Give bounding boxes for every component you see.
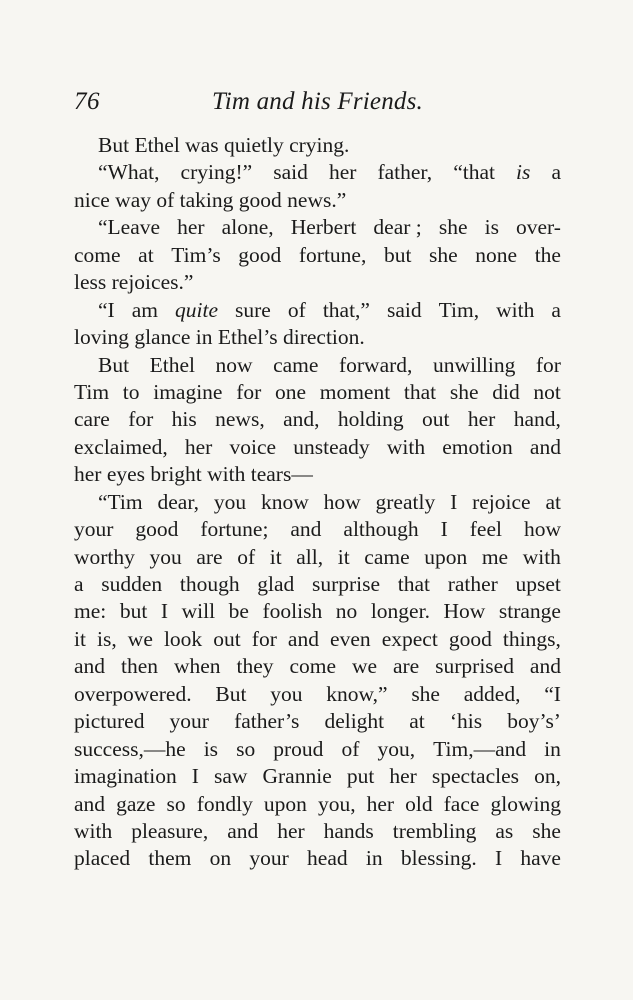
- text-word: came: [273, 352, 319, 377]
- text-word: face: [443, 791, 480, 816]
- text-word: I: [191, 764, 199, 789]
- text-word: in: [544, 736, 561, 761]
- text-word: but: [119, 599, 148, 624]
- text-word: your: [249, 846, 289, 871]
- text-word: ‘his: [449, 709, 483, 734]
- text-word: she: [438, 215, 468, 240]
- text-word: unsteady: [293, 434, 370, 459]
- text-word: so: [166, 791, 186, 816]
- text-line: [74, 516, 561, 543]
- text-word: with: [74, 818, 113, 843]
- text-word: them: [148, 846, 192, 871]
- text-word: good: [448, 626, 492, 651]
- text-word: of: [287, 297, 306, 322]
- text-word: her: [366, 791, 395, 816]
- text-word: and: [227, 818, 259, 843]
- text-line: But Ethel was quietly crying.: [98, 133, 350, 157]
- text-word: I: [440, 517, 448, 542]
- text-word: success,—he: [74, 736, 186, 761]
- text-word: and: [287, 626, 319, 651]
- text-word: I: [160, 599, 169, 624]
- text-word: at: [409, 709, 425, 734]
- text-word: expect: [381, 626, 438, 651]
- text-line: [74, 653, 561, 680]
- text-word: “I: [544, 681, 561, 706]
- text-word: that,”: [322, 297, 370, 322]
- text-word: she: [449, 379, 479, 404]
- text-word: Grannie: [262, 764, 332, 789]
- text-word: But: [98, 352, 130, 377]
- text-word: of: [237, 544, 256, 569]
- text-word: did: [492, 379, 520, 404]
- text-word: dear ;: [373, 215, 422, 240]
- text-word: emotion: [442, 434, 513, 459]
- text-word: so: [236, 736, 256, 761]
- text-word: forward,: [338, 352, 413, 377]
- text-word: her: [184, 434, 213, 459]
- text-word: with: [522, 544, 561, 569]
- text-word: her: [177, 215, 205, 240]
- text-line: her eyes bright with tears—: [74, 462, 313, 487]
- text-word: a: [74, 572, 84, 596]
- text-line: [74, 544, 561, 571]
- text-word: is: [516, 160, 531, 185]
- text-word: surprise: [311, 572, 381, 596]
- text-line: [74, 406, 561, 433]
- text-word: “Leave: [98, 215, 161, 240]
- text-line: [74, 598, 561, 625]
- text-word: with: [386, 434, 426, 459]
- text-word: you,: [377, 736, 416, 761]
- text-word: is: [203, 736, 219, 761]
- text-word: know: [260, 489, 309, 514]
- text-line: [74, 434, 561, 461]
- text-word: pictured: [74, 709, 145, 734]
- text-word: said: [273, 160, 308, 185]
- text-word: be: [228, 599, 249, 624]
- text-word: I: [494, 846, 503, 871]
- text-word: at: [138, 242, 154, 267]
- text-word: out: [422, 407, 450, 432]
- text-word: it: [74, 626, 86, 651]
- text-word: moment: [319, 379, 391, 404]
- text-word: have: [520, 846, 561, 871]
- text-line: [74, 736, 561, 763]
- text-word: alone,: [221, 215, 274, 240]
- text-word: sure: [235, 297, 271, 322]
- text-word: although: [343, 517, 419, 542]
- text-word: her: [277, 818, 305, 843]
- text-word: it: [269, 544, 282, 569]
- book-page: [74, 86, 561, 871]
- text-word: “I: [98, 297, 115, 322]
- text-word: how: [323, 489, 361, 514]
- text-word: trembling: [392, 818, 477, 843]
- text-word: now: [215, 352, 253, 377]
- running-title: Tim and his Friends.: [212, 88, 423, 115]
- text-word: I: [450, 489, 458, 514]
- text-word: am: [131, 297, 158, 322]
- text-word: feel: [469, 517, 502, 542]
- text-line: less rejoices.”: [74, 270, 194, 295]
- text-word: delight: [324, 709, 385, 734]
- text-word: fortune,: [298, 242, 367, 267]
- text-word: boy’s’: [507, 709, 561, 734]
- text-word: worthy: [74, 544, 135, 569]
- text-word: all,: [296, 544, 324, 569]
- text-word: said: [387, 297, 422, 322]
- text-word: to: [122, 379, 140, 404]
- text-word: look: [163, 626, 203, 651]
- text-word: fortune;: [200, 517, 269, 542]
- text-word: upon: [424, 544, 468, 569]
- text-word: hands: [323, 818, 374, 843]
- text-word: she: [429, 242, 458, 267]
- text-word: pleasure,: [131, 818, 209, 843]
- text-word: of: [341, 736, 360, 761]
- text-word: her: [389, 764, 417, 789]
- text-word: and: [74, 654, 106, 679]
- text-word: “that: [453, 160, 495, 185]
- text-line: [74, 242, 561, 269]
- text-word: is: [484, 215, 499, 240]
- text-word: that: [403, 379, 437, 404]
- text-word: me: [481, 544, 509, 569]
- page-header: [74, 86, 561, 126]
- text-word: blessing.: [400, 846, 477, 871]
- text-word: longer.: [370, 599, 430, 624]
- text-word: one: [274, 379, 307, 404]
- text-word: placed: [74, 846, 131, 871]
- text-word: Ethel: [149, 352, 195, 377]
- text-line: [74, 626, 561, 653]
- text-line: loving glance in Ethel’s direction.: [74, 325, 365, 350]
- text-word: you: [149, 544, 182, 569]
- text-word: exclaimed,: [74, 434, 168, 459]
- text-word: for: [236, 379, 262, 404]
- text-word: strange: [498, 599, 561, 624]
- text-word: foolish: [262, 599, 323, 624]
- text-line: [74, 352, 561, 379]
- text-word: me:: [74, 599, 107, 624]
- text-word: with: [496, 297, 535, 322]
- text-word: and: [529, 434, 561, 459]
- text-word: glad: [257, 572, 295, 596]
- text-line: [74, 708, 561, 735]
- text-word: “What,: [98, 160, 160, 185]
- text-word: she: [532, 818, 561, 843]
- text-word: come: [289, 654, 336, 679]
- text-word: but: [383, 242, 412, 267]
- text-word: you: [213, 489, 247, 514]
- text-line: [74, 489, 561, 516]
- body-text: [74, 132, 561, 873]
- text-word: rather: [447, 572, 498, 596]
- text-word: imagination: [74, 764, 177, 789]
- text-word: unwilling: [432, 352, 516, 377]
- text-word: head: [307, 846, 348, 871]
- text-word: in: [365, 846, 383, 871]
- text-word: are: [196, 544, 223, 569]
- text-word: added,: [463, 681, 521, 706]
- text-word: come: [74, 242, 121, 267]
- text-word: will: [181, 599, 216, 624]
- text-line: [74, 763, 561, 790]
- text-word: sudden: [101, 572, 163, 596]
- text-word: dear,: [157, 489, 199, 514]
- text-line: [74, 818, 561, 845]
- text-word: are: [392, 654, 420, 679]
- text-word: came: [364, 544, 410, 569]
- text-word: none: [475, 242, 518, 267]
- text-line: [74, 571, 561, 598]
- text-word: on,: [534, 764, 561, 789]
- text-word: you,: [317, 791, 356, 816]
- text-word: we: [127, 626, 153, 651]
- text-word: hand,: [513, 407, 561, 432]
- text-word: your: [74, 517, 114, 542]
- text-word: then: [120, 654, 159, 679]
- text-word: for: [128, 407, 154, 432]
- text-word: Herbert: [290, 215, 357, 240]
- text-word: out: [213, 626, 241, 651]
- text-word: things,: [502, 626, 561, 651]
- text-word: and: [74, 791, 106, 816]
- text-word: father,: [377, 160, 433, 185]
- text-word: greatly: [375, 489, 436, 514]
- text-word: fondly: [196, 791, 253, 816]
- text-word: good: [135, 517, 179, 542]
- text-word: it: [337, 544, 350, 569]
- text-word: you: [270, 681, 303, 706]
- text-word: Tim,—and: [433, 736, 527, 761]
- text-word: put: [346, 764, 375, 789]
- text-word: we: [351, 654, 378, 679]
- text-word: father’s: [234, 709, 300, 734]
- text-word: But: [215, 681, 247, 706]
- text-line: nice way of taking good news.”: [74, 187, 347, 212]
- text-word: her: [328, 160, 357, 185]
- text-word: upset: [515, 572, 561, 596]
- text-line: [74, 379, 561, 406]
- text-word: for: [251, 626, 277, 651]
- text-word: his: [171, 407, 197, 432]
- text-word: imagine: [153, 379, 223, 404]
- text-line: [74, 214, 561, 241]
- text-word: that: [397, 572, 430, 596]
- text-word: proud: [273, 736, 324, 761]
- text-word: upon: [263, 791, 307, 816]
- text-word: voice: [229, 434, 277, 459]
- text-word: even: [330, 626, 371, 651]
- text-word: care: [74, 407, 110, 432]
- text-word: quite: [175, 297, 219, 322]
- text-word: “Tim: [98, 489, 143, 514]
- page-number: 76: [74, 88, 100, 115]
- text-word: her: [467, 407, 496, 432]
- text-word: over-: [516, 215, 561, 240]
- text-word: Tim’s: [171, 242, 221, 267]
- text-word: a: [551, 297, 561, 322]
- text-line: [74, 791, 561, 818]
- text-word: overpowered.: [74, 681, 192, 706]
- text-word: and,: [283, 407, 320, 432]
- text-word: as: [495, 818, 514, 843]
- text-word: your: [169, 709, 209, 734]
- text-line: [74, 297, 561, 324]
- text-word: not: [533, 379, 561, 404]
- text-word: though: [179, 572, 240, 596]
- text-word: old: [405, 791, 433, 816]
- text-word: glowing: [490, 791, 561, 816]
- text-word: saw: [214, 764, 248, 789]
- text-word: crying!”: [180, 160, 253, 185]
- text-word: holding: [337, 407, 404, 432]
- text-word: at: [545, 489, 561, 514]
- text-word: rejoice: [472, 489, 531, 514]
- text-word: gaze: [116, 791, 156, 816]
- text-word: good: [238, 242, 282, 267]
- text-word: how: [523, 517, 561, 542]
- text-word: and: [290, 517, 322, 542]
- text-word: and: [529, 654, 561, 679]
- text-word: they: [236, 654, 274, 679]
- text-word: Tim,: [438, 297, 480, 322]
- text-word: How: [443, 599, 486, 624]
- text-word: surprised: [435, 654, 514, 679]
- text-word: the: [534, 242, 561, 267]
- text-word: Tim: [74, 379, 110, 404]
- text-line: [74, 845, 561, 872]
- text-word: spectacles: [431, 764, 520, 789]
- text-word: know,”: [326, 681, 388, 706]
- text-word: she: [411, 681, 440, 706]
- text-word: news,: [215, 407, 265, 432]
- text-line: [74, 159, 561, 186]
- text-word: when: [173, 654, 221, 679]
- text-word: a: [551, 160, 561, 185]
- text-word: is,: [97, 626, 117, 651]
- text-word: on: [209, 846, 232, 871]
- text-line: [74, 681, 561, 708]
- text-word: no: [335, 599, 358, 624]
- text-word: for: [535, 352, 561, 377]
